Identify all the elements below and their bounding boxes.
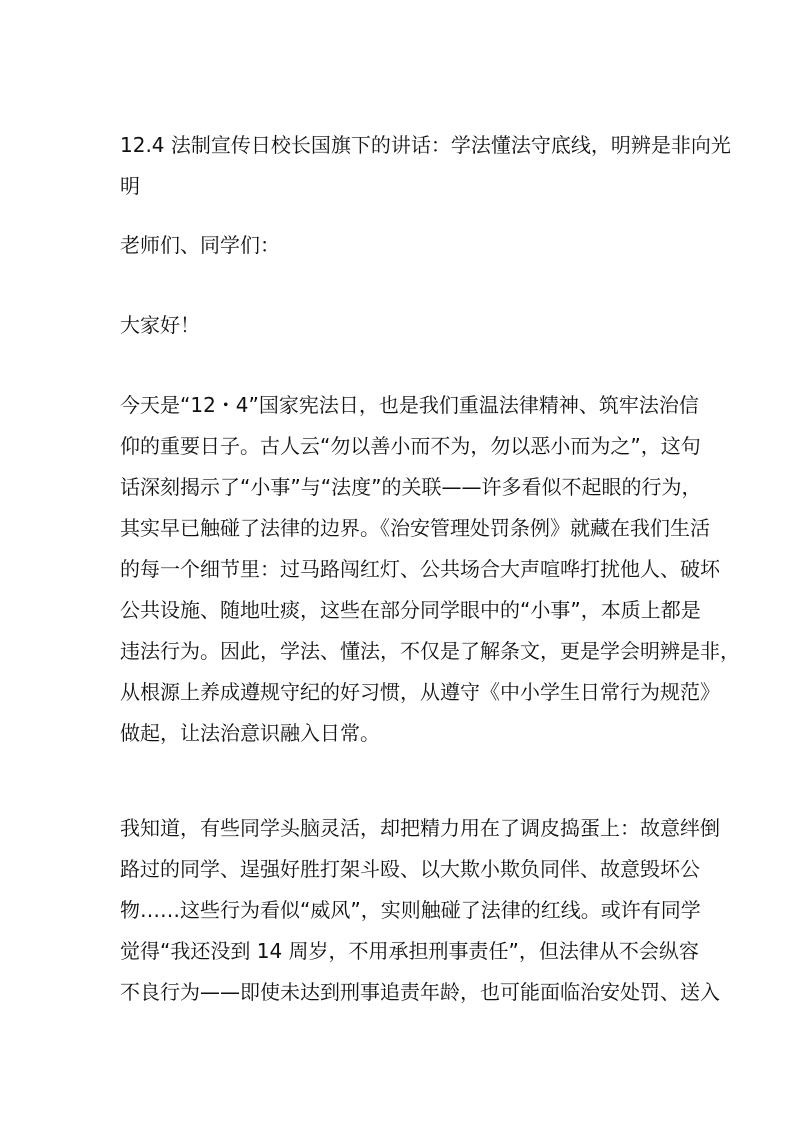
paragraph-line: 路过的同学、逞强好胜打架斗殴、以大欺小欺负同伴、故意毁坏公 (120, 857, 700, 881)
paragraph-line: 违法行为。因此，学法、懂法，不仅是了解条文，更是学会明辨是非， (120, 639, 740, 663)
document-title (120, 125, 731, 207)
paragraph-1 (120, 385, 740, 754)
paragraph-line: 公共设施、随地吐痰，这些在部分同学眼中的“小事”，本质上都是 (120, 598, 701, 622)
paragraph-2 (120, 808, 720, 1013)
paragraph-line: 其实早已触碰了法律的边界。《治安管理处罚条例》就藏在我们生活 (120, 516, 710, 540)
paragraph-line: 觉得“我还没到 14 周岁，不用承担刑事责任”，但法律从不会纵容 (120, 939, 699, 963)
paragraph-line: 今天是“12・4”国家宪法日，也是我们重温法律精神、筑牢法治信 (120, 393, 699, 417)
paragraph-line: 仰的重要日子。古人云“勿以善小而不为，勿以恶小而为之”，这句 (120, 434, 701, 458)
paragraph-line: 从根源上养成遵规守纪的好习惯，从遵守《中小学生日常行为规范》 (120, 680, 720, 704)
title-line: 12.4 法制宣传日校长国旗下的讲话：学法懂法守底线，明辨是非向光 (120, 133, 731, 157)
paragraph-line: 不良行为——即使未达到刑事追责年龄，也可能面临治安处罚、送入 (120, 980, 720, 1004)
paragraph-line: 做起，让法治意识融入日常。 (120, 721, 380, 745)
paragraph-line: 我知道，有些同学头脑灵活，却把精力用在了调皮捣蛋上：故意绊倒 (120, 816, 720, 840)
paragraph-line: 物……这些行为看似“威风”，实则触碰了法律的红线。或许有同学 (120, 898, 701, 922)
hello (120, 305, 677, 346)
title-line: 明 (120, 174, 140, 198)
hello-text: 大家好！ (120, 313, 200, 337)
paragraph-line: 的每一个细节里：过马路闯红灯、公共场合大声喧哗打扰他人、破坏 (120, 557, 720, 581)
greeting-text: 老师们、同学们： (120, 233, 280, 257)
paragraph-line: 话深刻揭示了“小事”与“法度”的关联——许多看似不起眼的行为， (120, 475, 702, 499)
greeting (120, 225, 677, 266)
